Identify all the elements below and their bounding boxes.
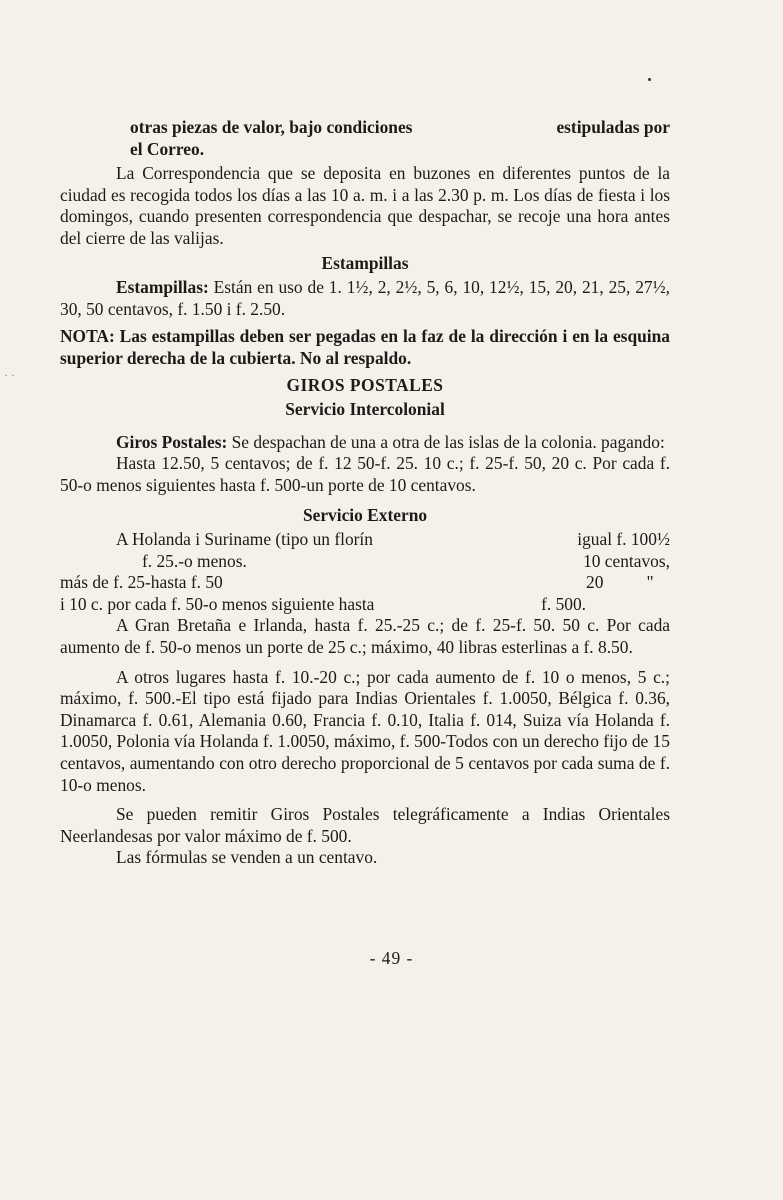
nota-label: NOTA: [60, 326, 115, 347]
telegraficamente-paragraph: Se pueden remitir Giros Postales telegráficamente a Indias Orientales Neerlandesas por valor máximo de f. 500. [60, 804, 670, 846]
holanda-line-2-left: f. 25.-o menos. [142, 550, 247, 571]
intercolonial-heading: Servicio Intercolonial [285, 399, 445, 420]
externo-heading: Servicio Externo [302, 504, 428, 525]
nota-paragraph [60, 326, 670, 369]
estampillas-label: Estampillas: [116, 277, 209, 298]
holanda-line-3-left: más de f. 25-hasta f. 50 [60, 572, 223, 593]
continued-paragraph-line-1 [60, 117, 670, 139]
holanda-line-1-right: igual f. 100½ [577, 529, 670, 550]
nota-text: Las estampillas deben ser pegadas en la faz de la dirección i en la esquina superior derecha de la cubierta. No al respaldo. [60, 326, 670, 368]
estampillas-text: Están en uso de 1. 1½, 2, 2½, 5, 6, 10, 12½, 15, 20, 21, 25, 27½, 30, 50 centavos, f. 1.50 i f. 2.50. [60, 277, 670, 319]
holanda-line-2 [60, 551, 670, 573]
holanda-line-4 [60, 594, 670, 616]
estampillas-paragraph [60, 277, 670, 320]
holanda-line-3 [60, 572, 670, 594]
gran-bretana-paragraph: A Gran Bretaña e Irlanda, hasta f. 25.-25 c.; de f. 25-f. 50. 50 c. Por cada aumento de f. 50-o menos un porte de 25 c.; máximo, 40 libras esterlinas a f. 8.50. [60, 615, 670, 658]
holanda-line-4-left: i 10 c. por cada f. 50-o menos siguiente hasta [60, 593, 375, 614]
hasta-paragraph: Hasta 12.50, 5 centavos; de f. 12 50-f. 25. 10 c.; f. 25-f. 50, 20 c. Por cada f. 50-o menos siguientes hasta f. 500-un porte de 10 centavos. [60, 453, 670, 495]
holanda-line-3-right-group [586, 572, 670, 594]
ink-speck [648, 78, 651, 81]
correspondence-paragraph: La Correspondencia que se deposita en buzones en diferentes puntos de la ciudad es recogida todos los días a las 10 a. m. i a las 2.30 p. m. Los días de fiesta i los domingos, cuando presenten correspondencia que despachar, se recoje una hora antes del cierre de las valijas. [60, 163, 670, 248]
holanda-line-1-left: A Holanda i Suriname (tipo un florín [116, 529, 373, 550]
holanda-line-2-right: 10 centavos, [583, 550, 670, 571]
page-number: - 49 - [369, 948, 414, 968]
continued-text-b: estipuladas por [556, 117, 670, 137]
giros-label: Giros Postales: [116, 431, 228, 452]
otros-lugares-paragraph: A otros lugares hasta f. 10.-20 c.; por cada aumento de f. 10 o menos, 5 c.; máximo, f. 500.-El tipo está fijado para Indias Orientales f. 1.0050, Bélgica f. 0.36, Dinamarca f. 0.61, Alemania 0.60, Francia f. 0.10, Italia f. 014, Suiza vía Holanda f. 1.0050, Polonia vía Holanda f. 1.0050, máximo, f. 500-Todos con un derecho fijo de 15 centavos, aumentando con otro derecho proporcional de 5 centavos por cada suma de f. 10-o menos. [60, 666, 670, 795]
holanda-line-3-right: 20 [586, 572, 604, 593]
estampillas-heading: Estampillas [321, 252, 409, 273]
giros-paragraph [60, 432, 670, 454]
continued-text-a: otras piezas de valor, bajo condiciones [130, 117, 413, 137]
giros-postales-heading: GIROS POSTALES [286, 374, 444, 395]
margin-speck: · · [4, 368, 15, 382]
giros-text: Se despachan de una a otra de las islas de la colonia. pagando: [227, 431, 665, 452]
page-body [60, 117, 670, 869]
formulas-paragraph: Las fórmulas se venden a un centavo. [116, 847, 378, 868]
holanda-line-1 [60, 529, 670, 551]
holanda-line-4-right: f. 500. [541, 593, 586, 614]
continued-paragraph-line-2: el Correo. [130, 138, 205, 159]
ditto-mark: " [646, 572, 654, 593]
